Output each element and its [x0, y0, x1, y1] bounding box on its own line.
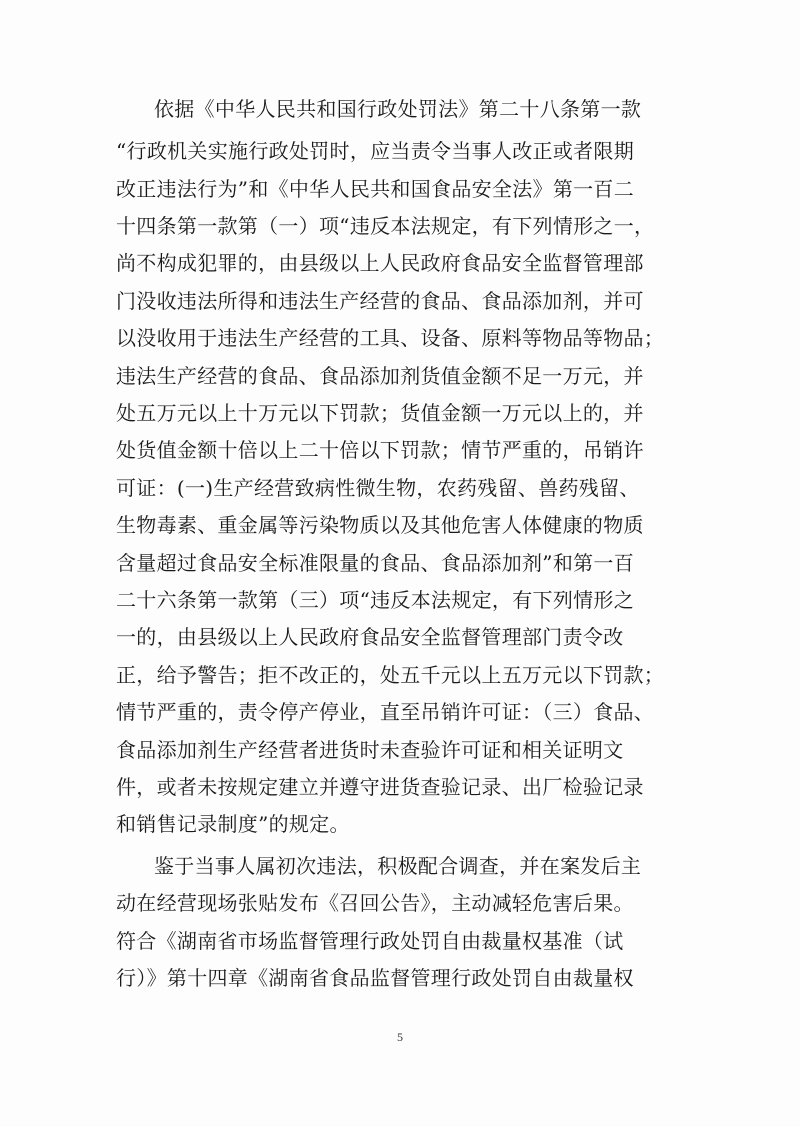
paragraph-1-line-8: 违法生产经营的食品、食品添加剂货值金额不足一万元，并 — [116, 364, 644, 388]
paragraph-2-line-1: 鉴于当事人属初次违法，积极配合调查，并在案发后主 — [154, 854, 642, 878]
paragraph-1-line-5: 尚不构成犯罪的，由县级以上人民政府食品安全监督管理部 — [116, 251, 644, 275]
paragraph-1-line-15: 一的，由县级以上人民政府食品安全监督管理部门责令改 — [116, 625, 624, 649]
paragraph-1-line-4: 十四条第一款第（一）项“违反本法规定，有下列情形之一， — [116, 214, 655, 238]
paragraph-2-line-2: 动在经营现场张贴发布《召回公告》，主动减轻危害后果。 — [116, 891, 634, 915]
paragraph-1-line-17: 情节严重的，责令停产停业，直至吊销许可证：（三）食品、 — [116, 700, 655, 724]
paragraph-1-line-19: 件，或者未按规定建立并遵守进货查验记录、出厂检验记录 — [116, 775, 644, 799]
paragraph-1-line-1: 依据《中华人民共和国行政处罚法》第二十八条第一款 — [154, 97, 642, 121]
paragraph-1-line-11: 可证：(一)生产经营致病性微生物，农药残留、兽药残留、 — [116, 476, 640, 500]
paragraph-1-line-16: 正，给予警告；拒不改正的，处五千元以上五万元以下罚款； — [116, 663, 665, 687]
paragraph-1-line-7: 以没收用于违法生产经营的工具、设备、原料等物品等物品； — [116, 326, 665, 350]
page-number: 5 — [397, 1030, 403, 1044]
paragraph-1-line-18: 食品添加剂生产经营者进货时未查验许可证和相关证明文 — [116, 738, 624, 762]
paragraph-2-line-3: 符合《湖南省市场监督管理行政处罚自由裁量权基准（试 — [116, 929, 624, 953]
paragraph-1-line-20: 和销售记录制度”的规定。 — [116, 812, 350, 836]
paragraph-1-line-12: 生物毒素、重金属等污染物质以及其他危害人体健康的物质 — [116, 513, 644, 537]
paragraph-1-line-10: 处货值金额十倍以上二十倍以下罚款；情节严重的，吊销许 — [116, 438, 644, 462]
paragraph-1-line-13: 含量超过食品安全标准限量的食品、食品添加剂”和第一百 — [116, 551, 635, 575]
paragraph-1-line-9: 处五万元以上十万元以下罚款；货值金额一万元以上的，并 — [116, 401, 644, 425]
paragraph-1-line-6: 门没收违法所得和违法生产经营的食品、食品添加剂，并可 — [116, 289, 644, 313]
paragraph-1-line-3: 改正违法行为”和《中华人民共和国食品安全法》第一百二 — [116, 177, 635, 201]
paragraph-2-line-4: 行）》第十四章《湖南省食品监督管理行政处罚自由裁量权 — [116, 966, 634, 990]
paragraph-1-line-14: 二十六条第一款第（三）项“违反本法规定，有下列情形之 — [116, 588, 635, 612]
paragraph-1-line-2: “行政机关实施行政处罚时，应当责令当事人改正或者限期 — [116, 139, 635, 163]
